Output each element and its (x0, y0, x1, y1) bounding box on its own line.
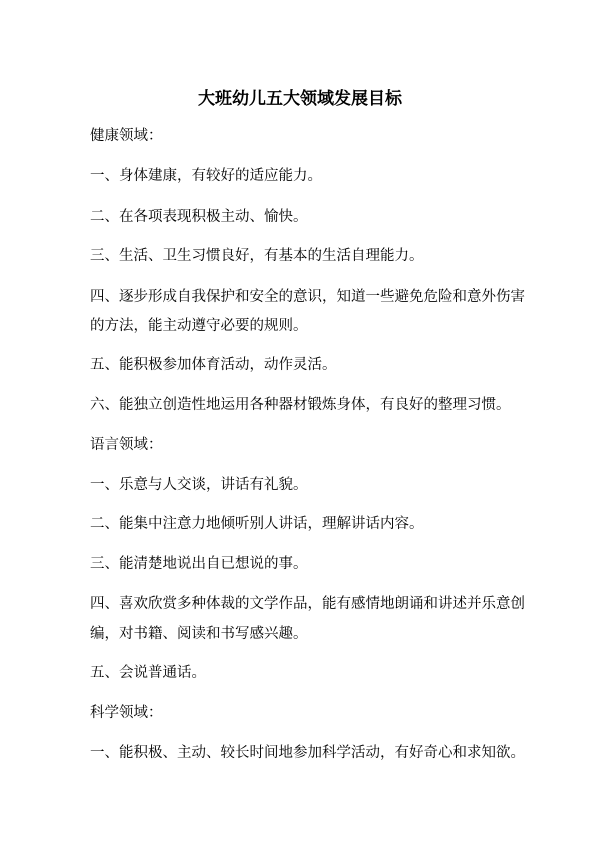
section-heading-science: 科学领域： (90, 705, 163, 721)
language-item-2: 二、能集中注意力地倾听别人讲话，理解讲话内容。 (90, 516, 424, 532)
health-item-1: 一、身体建康，有较好的适应能力。 (90, 168, 322, 184)
science-item-1: 一、能积极、主动、较长时间地参加科学活动，有好奇心和求知欲。 (90, 745, 525, 761)
section-heading-health: 健康领域： (90, 128, 163, 144)
language-item-4-line-2: 编，对书籍、阅读和书写感兴趣。 (90, 626, 308, 642)
health-item-3: 三、生活、卫生习惯良好，有基本的生活自理能力。 (90, 248, 424, 264)
language-item-3: 三、能清楚地说出自已想说的事。 (90, 556, 308, 572)
health-item-4-line-1: 四、逐步形成自我保护和安全的意识，知道一些避免危险和意外伤害 (90, 289, 525, 305)
language-item-5: 五、会说普通话。 (90, 665, 206, 681)
health-item-5: 五、能积极参加体育活动，动作灵活。 (90, 357, 337, 373)
health-item-4-line-2: 的方法，能主动遵守必要的规则。 (90, 318, 308, 334)
language-item-4-line-1: 四、喜欢欣赏多种体裁的文学作品，能有感情地朗诵和讲述并乐意创 (90, 596, 525, 612)
section-heading-language: 语言领域： (90, 437, 163, 453)
language-item-1: 一、乐意与人交谈，讲话有礼貌。 (90, 477, 308, 493)
document-title: 大班幼儿五大领域发展目标 (198, 89, 402, 109)
health-item-6: 六、能独立创造性地运用各种器材锻炼身体，有良好的整理习惯。 (90, 397, 511, 413)
health-item-2: 二、在各项表现积极主动、愉快。 (90, 209, 308, 225)
